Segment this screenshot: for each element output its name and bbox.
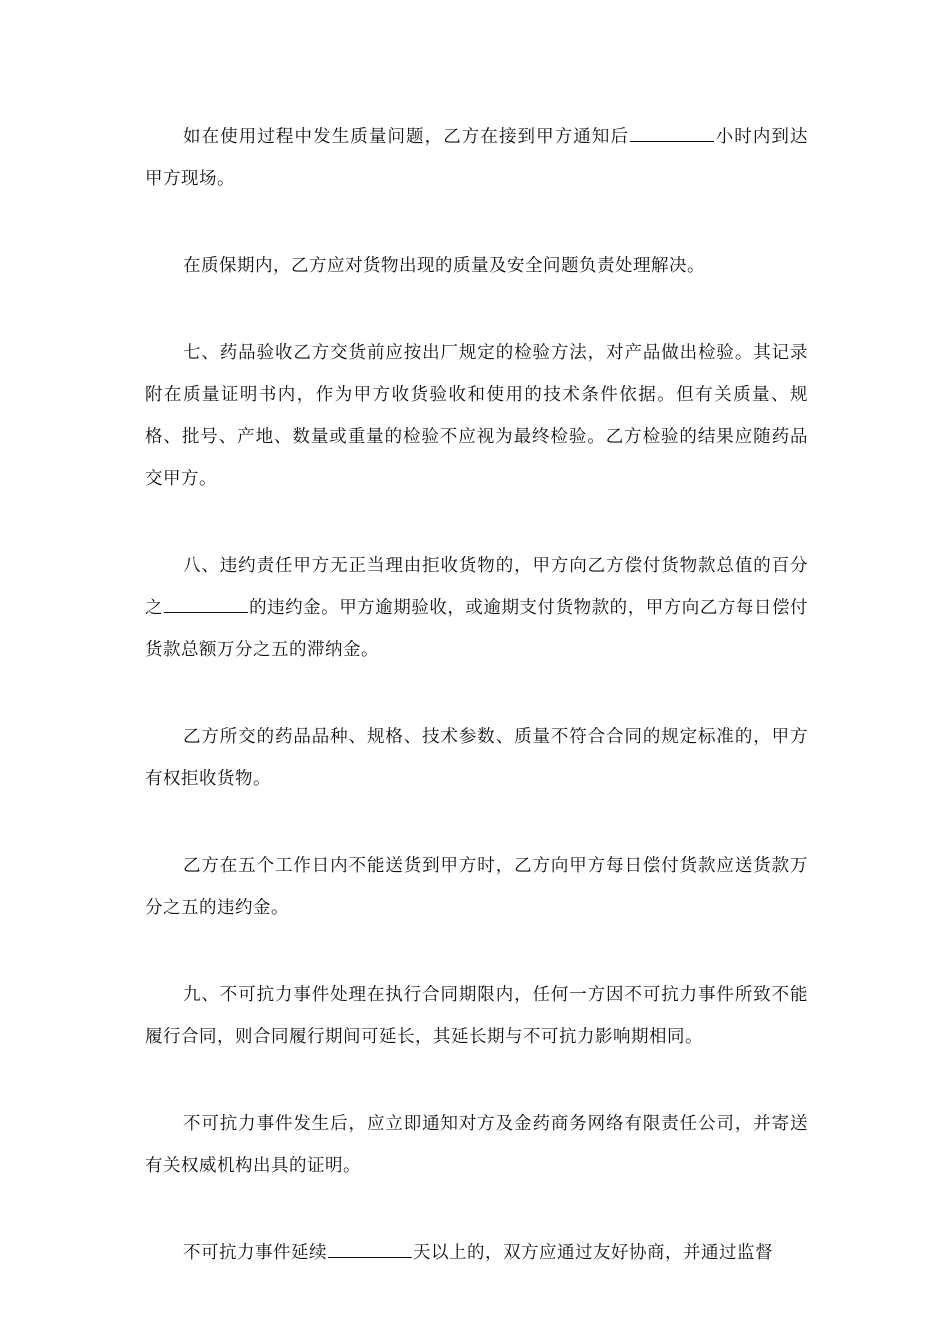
- blank-hours: [630, 140, 714, 142]
- paragraph-force-majeure-notice: [145, 1103, 808, 1187]
- paragraph-inspection: [145, 332, 808, 500]
- paragraph-text: 不可抗力事件延续: [183, 1243, 327, 1263]
- paragraph-text: 如在使用过程中发生质量问题，乙方在接到甲方通知后: [183, 127, 630, 147]
- document-page: [145, 116, 808, 1319]
- paragraph-text: 七、药品验收乙方交货前应按出厂规定的检验方法，对产品做出检验。其记录附在质量证明书内，作为甲方收货验收和使用的技术条件依据。但有关质量、规格、批号、产地、数量或重量的检验不应视为最终检验。乙方检验的结果应随药品交甲方。: [145, 343, 808, 489]
- paragraph-warranty: [145, 245, 808, 287]
- paragraph-text: 乙方所交的药品品种、规格、技术参数、质量不符合合同的规定标准的，甲方有权拒收货物。: [145, 727, 808, 789]
- blank-days: [328, 1256, 412, 1258]
- paragraph-text: 小时内到达甲方现场。: [145, 127, 809, 189]
- paragraph-text: 的违约金。甲方逾期验收，或逾期支付货物款的，甲方向乙方每日偿付货款总额万分之五的滞纳金。: [145, 598, 808, 660]
- paragraph-text: 八、违约责任甲方无正当理由拒收货物的，甲方向乙方偿付货物款总值的百分之: [145, 556, 808, 618]
- paragraph-text: 乙方在五个工作日内不能送货到甲方时，乙方向甲方每日偿付货款应送货款万分之五的违约金。: [145, 856, 808, 918]
- paragraph-text: 天以上的，双方应通过友好协商，并通过监督: [413, 1243, 773, 1263]
- paragraph-text: 九、不可抗力事件处理在执行合同期限内，任何一方因不可抗力事件所致不能履行合同，则合同履行期间可延长，其延长期与不可抗力影响期相同。: [145, 985, 808, 1047]
- paragraph-liability: [145, 545, 808, 671]
- paragraph-late-delivery: [145, 845, 808, 929]
- paragraph-force-majeure: [145, 974, 808, 1058]
- paragraph-rejection: [145, 716, 808, 800]
- paragraph-text: 在质保期内，乙方应对货物出现的质量及安全问题负责处理解决。: [183, 256, 705, 276]
- paragraph-force-majeure-duration: [145, 1232, 808, 1274]
- blank-percent: [164, 611, 248, 613]
- paragraph-quality-response: [145, 116, 808, 200]
- paragraph-text: 不可抗力事件发生后，应立即通知对方及金药商务网络有限责任公司，并寄送有关权威机构出具的证明。: [145, 1114, 808, 1176]
